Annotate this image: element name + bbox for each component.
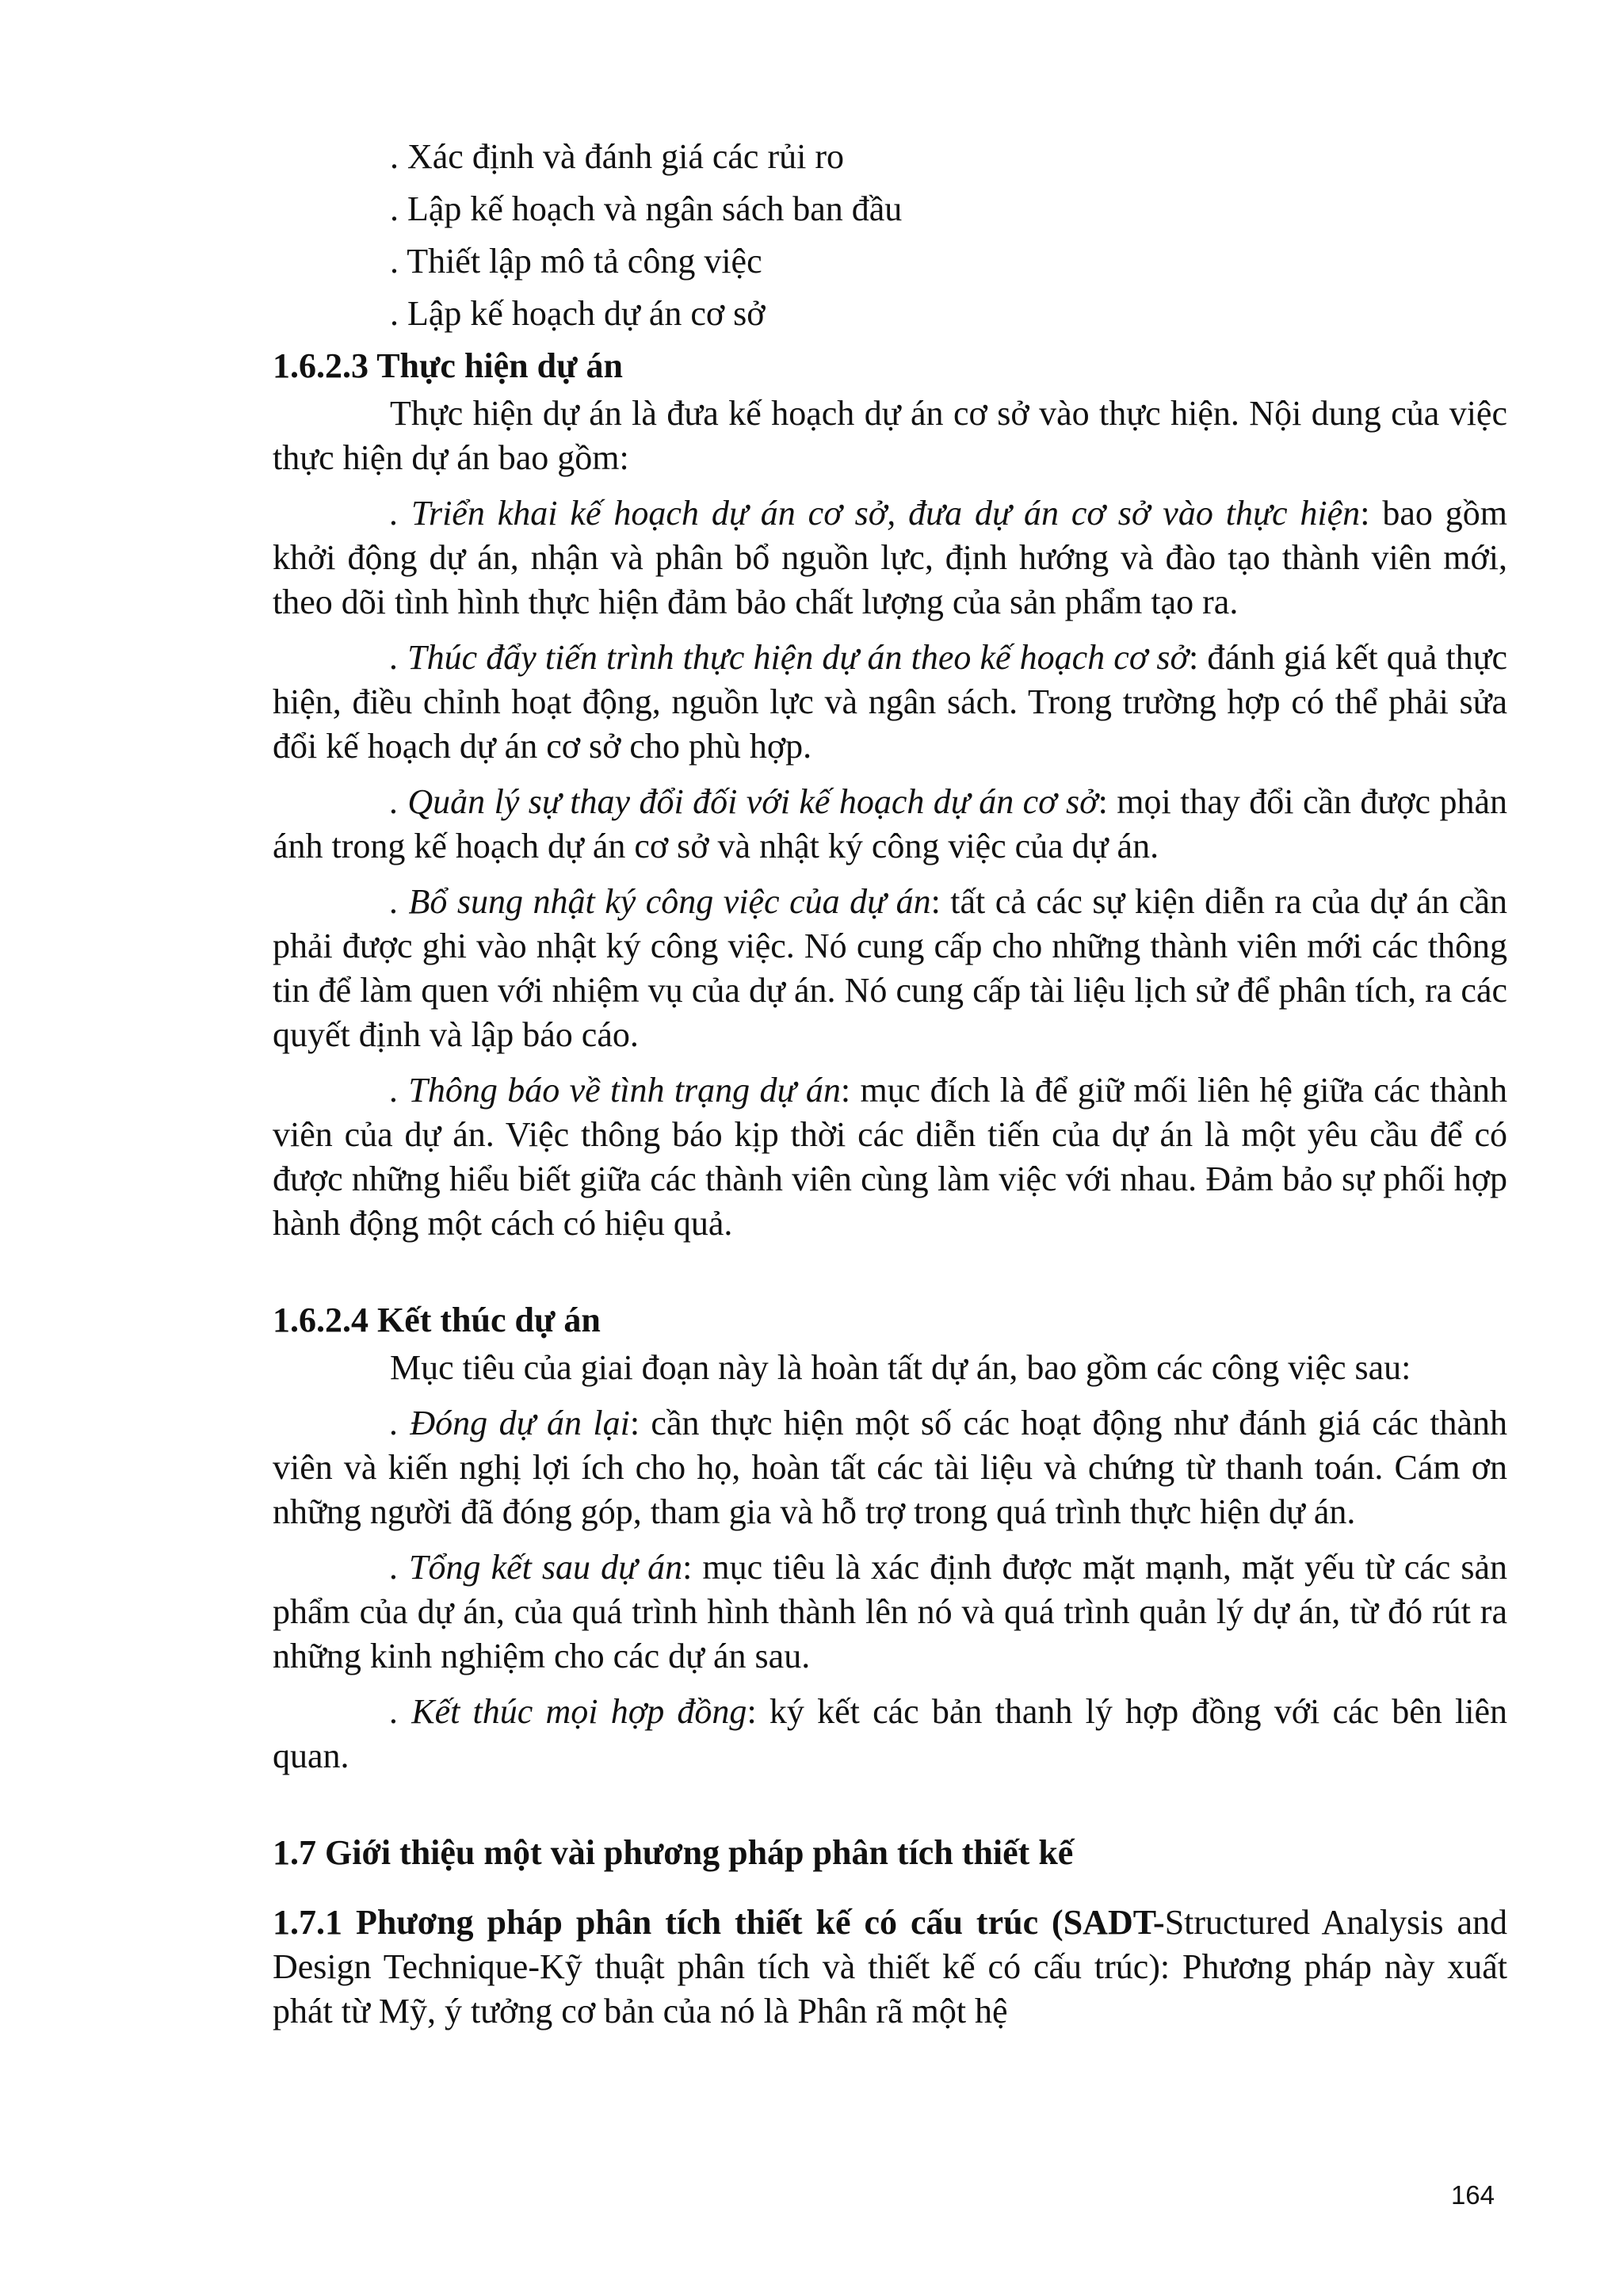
section-heading-1624: 1.6.2.4 Kết thúc dự án [273, 1301, 601, 1339]
list-item [273, 780, 1507, 869]
item-desc: : bao gồm khởi động dự án, nhận và phân bổ nguồn lực, định hướng và đào tạo thành viên mới, theo dõi tình hình thực hiện đảm bảo chất lượng của sản phẩm tạo ra. [273, 494, 1507, 621]
item-desc: : mọi thay đổi cần được phản ánh trong kế hoạch dự án cơ sở và nhật ký công việc của dự án. [273, 782, 1507, 865]
section-171-text: Structured Analysis and Design Technique-Kỹ thuật phân tích và thiết kế có cấu trúc): Phương pháp này xuất phát từ Mỹ, ý tưởng cơ bản của nó là Phân rã một hệ [273, 1903, 1507, 2030]
page-number: 164 [1450, 2180, 1495, 2210]
list-item: . Lập kế hoạch dự án cơ sở [390, 294, 766, 333]
item-desc: : mục đích là để giữ mối liên hệ giữa các thành viên của dự án. Việc thông báo kịp thời các diễn tiến của dự án là một yêu cầu để có được những hiểu biết giữa các thành viên cùng làm việc với nhau. Đảm bảo sự phối hợp hành động một cách có hiệu quả. [273, 1071, 1507, 1243]
document-page [273, 135, 1507, 2045]
item-term: . Quản lý sự thay đổi đối với kế hoạch dự án cơ sở [390, 782, 1098, 821]
section-171-paragraph [273, 1901, 1507, 2034]
spacer [273, 1257, 1507, 1298]
list-item [273, 491, 1507, 625]
item-term: . Bổ sung nhật ký công việc của dự án [390, 882, 931, 921]
item-desc: : ký kết các bản thanh lý hợp đồng với các bên liên quan. [273, 1692, 1507, 1775]
list-item [273, 1068, 1507, 1246]
section-heading-1623: 1.6.2.3 Thực hiện dự án [273, 346, 623, 385]
section-heading-17: 1.7 Giới thiệu một vài phương pháp phân tích thiết kế [273, 1833, 1074, 1872]
item-desc: : cần thực hiện một số các hoạt động như đánh giá các thành viên và kiến nghị lợi ích cho họ, hoàn tất các tài liệu và chứng từ thanh toán. Cám ơn những người đã đóng góp, tham gia và hỗ trợ trong quá trình thực hiện dự án. [273, 1404, 1507, 1531]
list-item: . Thiết lập mô tả công việc [390, 242, 762, 281]
list-item [273, 880, 1507, 1057]
item-desc: : tất cả các sự kiện diễn ra của dự án cần phải được ghi vào nhật ký công việc. Nó cung cấp cho những thành viên mới các thông tin để làm quen với nhiệm vụ của dự án. Nó cung cấp tài liệu lịch sử để phân tích, ra các quyết định và lập báo cáo. [273, 882, 1507, 1054]
item-desc: : đánh giá kết quả thực hiện, điều chỉnh hoạt động, nguồn lực và ngân sách. Trong trường hợp có thể phải sửa đổi kế hoạch dự án cơ sở cho phù hợp. [273, 638, 1507, 766]
list-item [273, 1545, 1507, 1679]
item-desc: : mục tiêu là xác định được mặt mạnh, mặt yếu từ các sản phẩm của dự án, của quá trình hình thành lên nó và quá trình quản lý dự án, từ đó rút ra những kinh nghiệm cho các dự án sau. [273, 1548, 1507, 1675]
list-item [273, 636, 1507, 769]
item-term: . Kết thúc mọi hợp đồng [390, 1692, 747, 1731]
item-term: . Đóng dự án lại [390, 1404, 630, 1442]
spacer [273, 1878, 1507, 1901]
list-item: . Xác định và đánh giá các rủi ro [390, 137, 844, 176]
item-term: . Thúc đẩy tiến trình thực hiện dự án theo kế hoạch cơ sở [390, 638, 1190, 677]
list-item [273, 1401, 1507, 1534]
section-intro-1623: Thực hiện dự án là đưa kế hoạch dự án cơ sở vào thực hiện. Nội dung của việc thực hiện dự án bao gồm: [273, 394, 1507, 477]
item-term: . Tổng kết sau dự án [390, 1548, 683, 1587]
list-item: . Lập kế hoạch và ngân sách ban đầu [390, 189, 903, 228]
spacer [273, 1790, 1507, 1831]
list-item [273, 1690, 1507, 1778]
section-intro-1624: Mục tiêu của giai đoạn này là hoàn tất dự án, bao gồm các công việc sau: [390, 1348, 1411, 1387]
item-term: . Thông báo về tình trạng dự án [390, 1071, 841, 1110]
section-heading-171: 1.7.1 Phương pháp phân tích thiết kế có cấu trúc (SADT- [273, 1903, 1165, 1942]
item-term: . Triển khai kế hoạch dự án cơ sở, đưa dự án cơ sở vào thực hiện [390, 494, 1361, 533]
